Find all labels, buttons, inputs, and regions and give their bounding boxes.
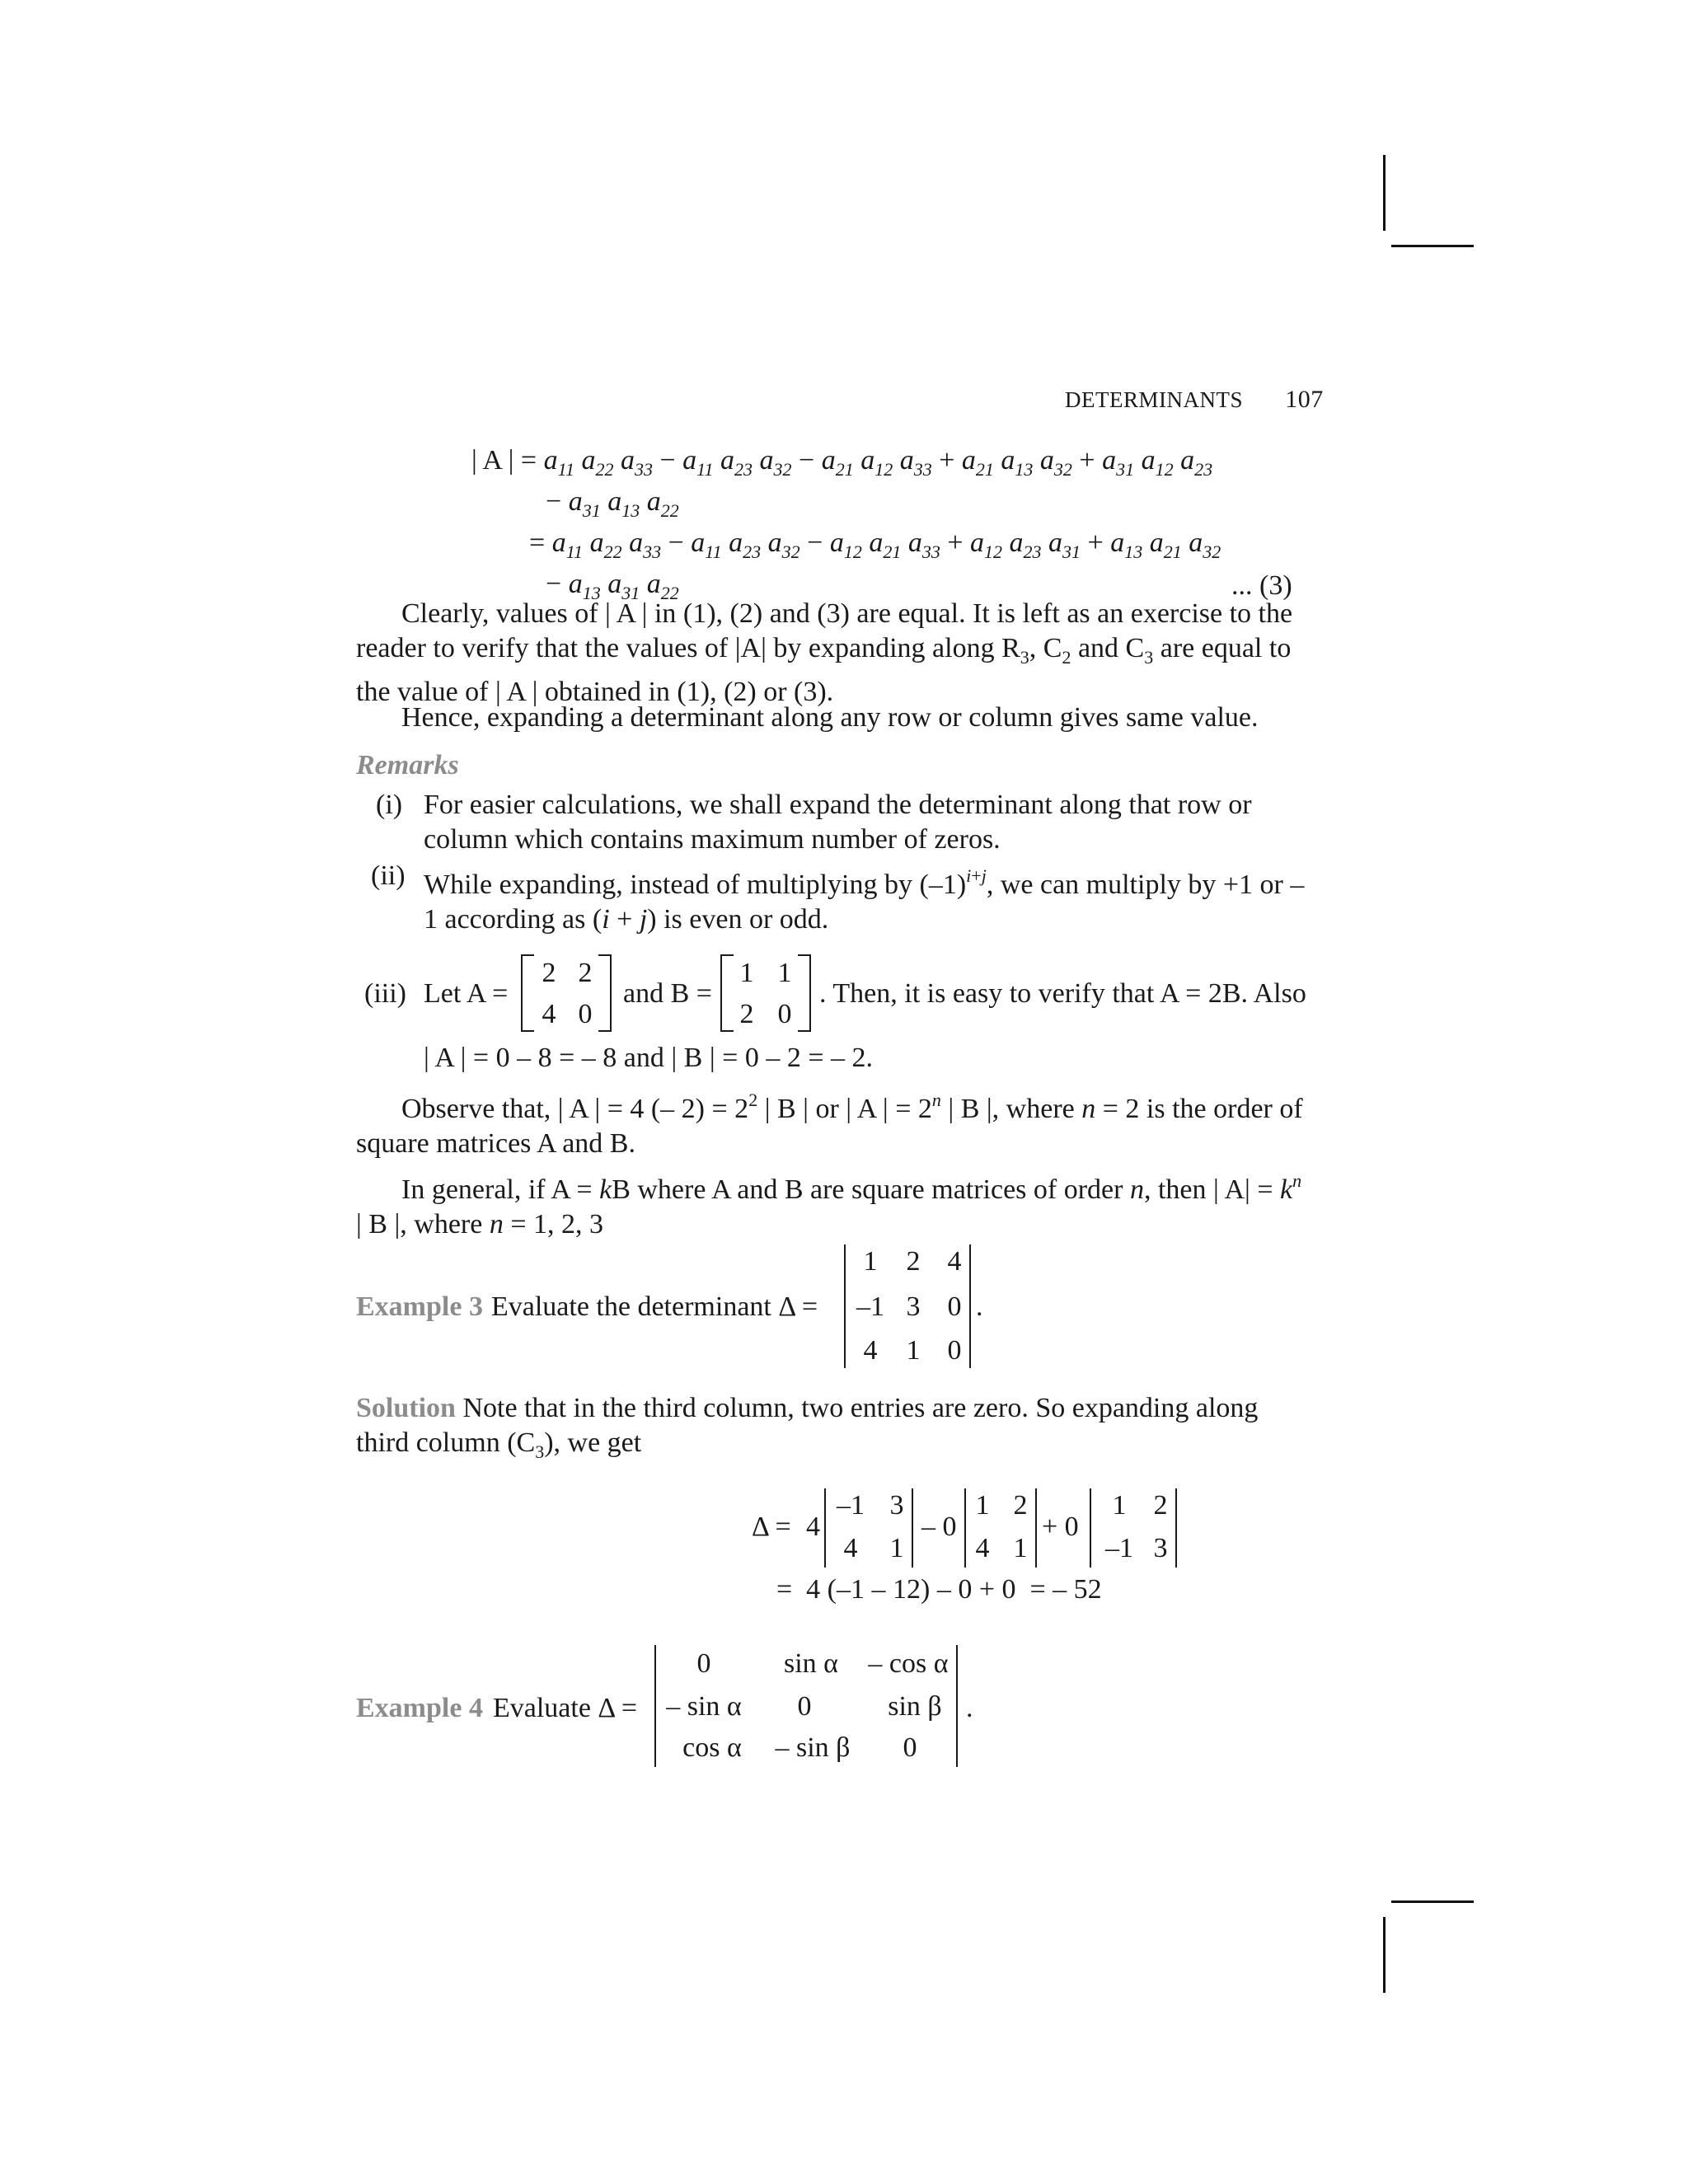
example-4-period: . xyxy=(966,1693,973,1723)
equation-line-1: | A | = $a_{11}$ $a_{22}$ $a_{33} - a_{11}$ $a_{23}$ $a_{32} - a_{21}$ $a_{12}$ $a_{33} + a_{21}$ $a_{13}$ $a_{32} + a_{31}$ $a_{12}$ $a_{23}$ xyxy=(471,445,1213,480)
example-3-cell: 4 xyxy=(863,1335,878,1366)
example-4-label: Example 4 xyxy=(356,1693,483,1723)
remark-ii-number: (ii) xyxy=(371,860,406,891)
remark-iii-line2: | A | = 0 – 8 = – 8 and | B | = 0 – 2 = – 2. xyxy=(424,1043,873,1073)
paragraph-observe: Observe that, | A | = 4 (– $2) = 2^2$ | B | or | A | = $2^n$ | B |, where n = 2 is the order of square matrices A and B. xyxy=(356,1090,1303,1159)
equation-tag: ... (3) xyxy=(1231,570,1292,601)
minor-1-cell: 3 xyxy=(889,1490,904,1521)
matrix-a-cell: 2 xyxy=(542,958,556,988)
solution-op-1: – 0 xyxy=(921,1511,957,1542)
paragraph-general: In general, if A = kB where A and B are square matrices of order n, then | $A| = k^n$ | B |, where n = 1, 2, 3 xyxy=(356,1170,1302,1240)
remark-iii-then: . Then, it is easy to verify that A = 2B. Also xyxy=(819,978,1306,1009)
minor-2-cell: 1 xyxy=(1013,1533,1028,1563)
example-4-det-right-bar xyxy=(956,1645,958,1767)
equation-line-4: − $a_{13}$ $a_{31}$ $a_{22}$ xyxy=(546,569,679,603)
equation-line-3: = $a_{11}$ $a_{22}$ $a_{33} - a_{11}$ $a_{23}$ $a_{32} - a_{12}$ $a_{21}$ $a_{33} + a_{12}$ $a_{23}$ $a_{31} + a_{13}$ $a_{21}$ $a_{32}$ xyxy=(529,527,1221,562)
example-3-cell: –1 xyxy=(856,1291,884,1322)
paragraph-hence: Hence, expanding a determinant along any row or column gives same value. xyxy=(401,702,1259,733)
minor-3-cell: –1 xyxy=(1105,1533,1133,1563)
minor-1-cell: 4 xyxy=(843,1533,858,1563)
crop-mark-top-horizontal xyxy=(1391,245,1474,247)
example-3-cell: 0 xyxy=(947,1335,962,1366)
matrix-a-cell: 2 xyxy=(578,958,593,988)
page-number: 107 xyxy=(1285,386,1324,413)
example-3-text: Evaluate the determinant Δ = xyxy=(491,1291,818,1322)
matrix-b-cell: 1 xyxy=(739,958,754,988)
solution-delta: Δ = xyxy=(752,1511,791,1542)
minor-3-cell: 3 xyxy=(1153,1533,1168,1563)
example-4-cell: 0 xyxy=(903,1732,917,1763)
example-4-text: Evaluate Δ = xyxy=(493,1693,638,1723)
remarks-heading: Remarks xyxy=(356,750,459,780)
example-3-cell: 1 xyxy=(906,1335,921,1366)
example-4-cell: sin β xyxy=(888,1691,942,1722)
equation-line-2: − $a_{31}$ $a_{13}$ $a_{22}$ xyxy=(546,486,679,521)
minor-3-right-bar xyxy=(1175,1488,1177,1568)
example-4-cell: – sin α xyxy=(666,1691,742,1722)
example-3-cell: 2 xyxy=(906,1246,921,1277)
example-4-cell: – cos α xyxy=(868,1648,949,1679)
example-4-cell: sin α xyxy=(784,1648,838,1679)
minor-2-cell: 1 xyxy=(975,1490,990,1521)
minor-2-cell: 2 xyxy=(1013,1490,1028,1521)
matrix-b-cell: 2 xyxy=(739,999,754,1029)
solution-op-2: + 0 xyxy=(1042,1511,1079,1542)
matrix-b-right-bracket xyxy=(798,954,811,1032)
example-4-cell: 0 xyxy=(696,1648,711,1679)
example-3-period: . xyxy=(976,1291,983,1322)
remark-iii-number: (iii) xyxy=(364,978,406,1009)
crop-mark-bottom-vertical xyxy=(1383,1917,1386,1993)
matrix-b-cell: 0 xyxy=(777,999,792,1029)
remark-i-text: For easier calculations, we shall expand the determinant along that row or column which contains maximum number of zeros. xyxy=(424,790,1252,855)
minor-1-cell: 1 xyxy=(889,1533,904,1563)
matrix-a-right-bracket xyxy=(598,954,612,1032)
example-4-cell: cos α xyxy=(682,1732,742,1763)
minor-2-cell: 4 xyxy=(975,1533,990,1563)
example-3-cell: 0 xyxy=(947,1291,962,1322)
minor-3-cell: 1 xyxy=(1112,1490,1127,1521)
example-4-cell: – sin β xyxy=(775,1732,851,1763)
example-3-label: Example 3 xyxy=(356,1291,483,1322)
crop-mark-bottom-horizontal xyxy=(1391,1900,1474,1903)
matrix-a-cell: 4 xyxy=(542,999,556,1029)
minor-3-cell: 2 xyxy=(1153,1490,1168,1521)
crop-mark-top-vertical xyxy=(1383,155,1386,231)
paragraph-solution: Solution Note that in the third column, two entries are zero. So expanding along third column $(C_3)$, we get xyxy=(356,1393,1259,1462)
matrix-a-cell: 0 xyxy=(578,999,593,1029)
matrix-b-cell: 1 xyxy=(777,958,792,988)
example-3-cell: 4 xyxy=(947,1246,962,1277)
minor-1-cell: –1 xyxy=(837,1490,865,1521)
minor-2-right-bar xyxy=(1035,1488,1037,1568)
solution-result: = 4 (–1 – 12) – 0 + 0 = – 52 xyxy=(776,1574,1102,1605)
remark-iii-and: and B = xyxy=(623,978,712,1009)
remark-ii-text: While expanding, instead of multiplying by $(-1)^{i+j}$, we can multiply by +1 or –1 according as (i + j) is even or odd. xyxy=(424,865,1305,935)
solution-label: Solution xyxy=(356,1393,456,1423)
remark-iii-let: Let A = xyxy=(424,978,509,1009)
example-3-cell: 3 xyxy=(906,1291,921,1322)
minor-1-right-bar xyxy=(912,1488,913,1568)
solution-coef-1: 4 xyxy=(806,1511,820,1542)
running-header xyxy=(1065,386,1324,414)
example-4-cell: 0 xyxy=(797,1691,812,1722)
remark-i-number: (i) xyxy=(376,790,403,820)
example-3-det-right-bar xyxy=(969,1244,971,1368)
example-3-cell: 1 xyxy=(863,1246,878,1277)
chapter-title: DETERMINANTS xyxy=(1065,387,1243,412)
paragraph-clearly: Clearly, values of | A | in (1), (2) and (3) are equal. It is left as an exercise to the reader to verify that the values of |A| by expanding along $R_3$, $C_2$ and $C_3$ are equal to the value of | A | obtained in (1), (2) or (3). xyxy=(356,598,1293,707)
minor-3-left-bar xyxy=(1090,1488,1091,1568)
